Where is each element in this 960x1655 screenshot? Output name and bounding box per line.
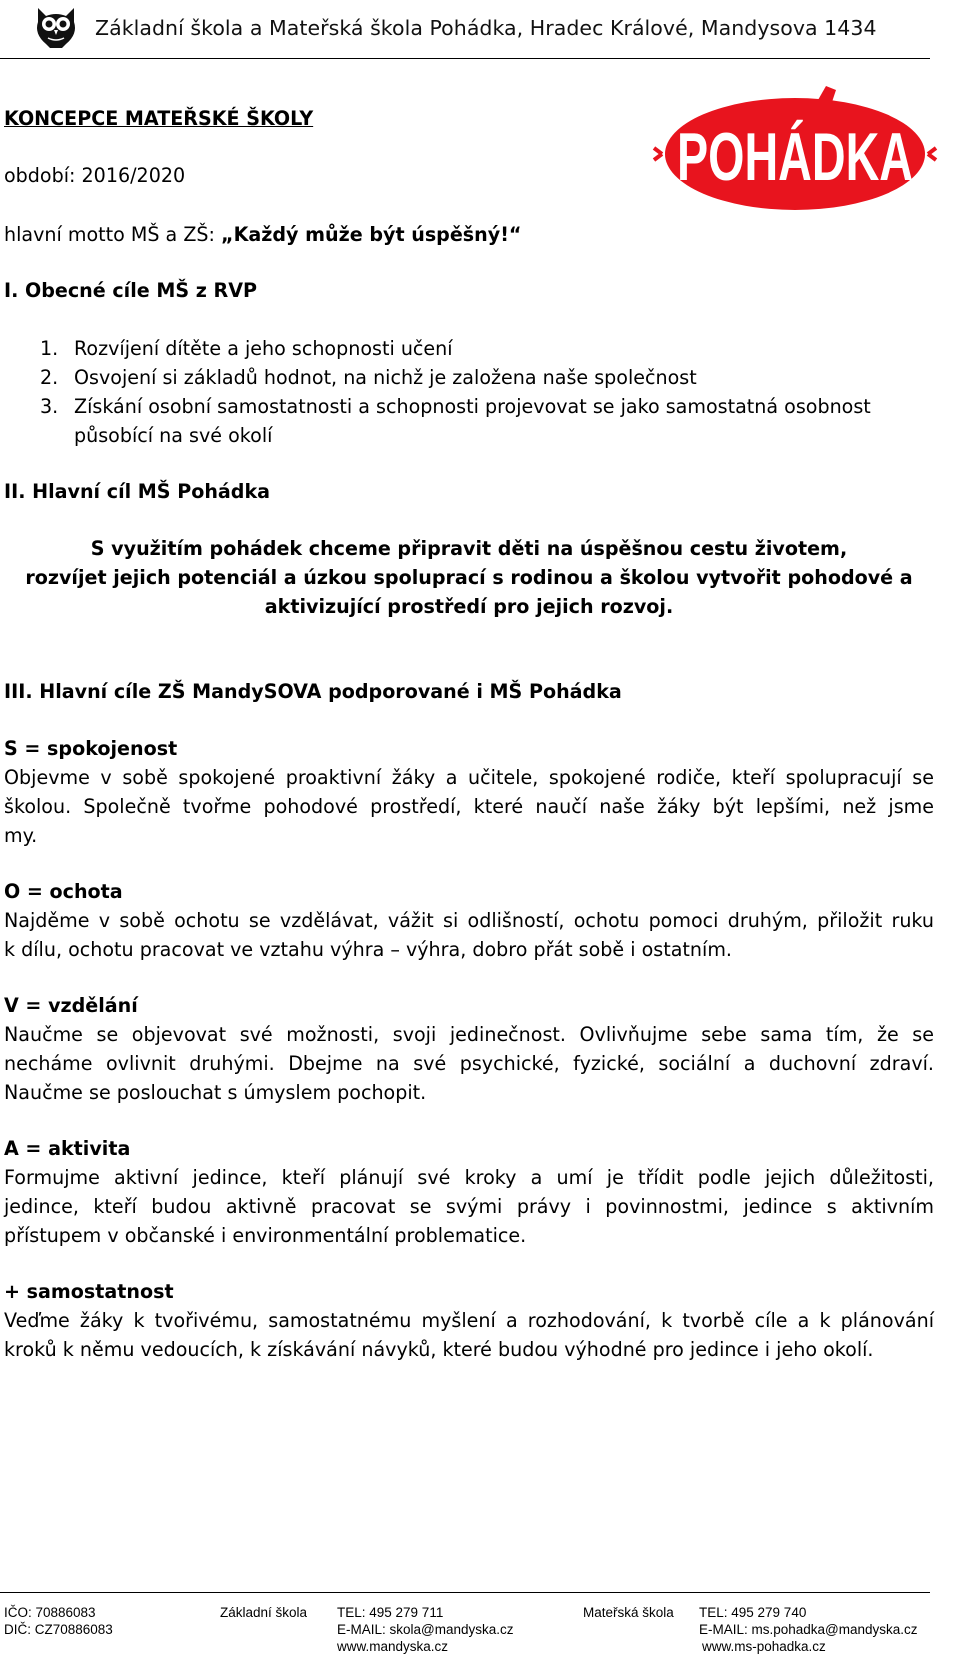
page-footer: [0, 1592, 930, 1654]
footer-dic: DIČ: CZ70886083: [4, 1622, 113, 1637]
footer-ms-tel: TEL: 495 279 740: [699, 1605, 807, 1620]
logo-text: POHÁDKA: [677, 119, 913, 195]
value-text-line: kroků k němu vedoucích, k získávání návyků, které budou výhodné pro jedince i jeho okolí.: [4, 1338, 874, 1361]
value-text-line: Najděme v sobě ochotu se vzdělávat, vážit si odlišností, ochotu pomoci druhým, přiložit ruku: [4, 909, 934, 932]
value-heading-v: V = vzdělání: [4, 994, 138, 1017]
value-text-line: my.: [4, 824, 38, 847]
goal-line: aktivizující prostředí pro jejich rozvoj.: [264, 595, 674, 618]
value-text-line: školou. Společně tvořme pohodové prostředí, které naučí naše žáky být lepšími, než jsme: [4, 795, 934, 818]
value-text-line: Formujme aktivní jedince, kteří plánují své kroky a umí je třídit podle jejich důležitosti,: [4, 1166, 934, 1189]
value-heading-samostatnost: + samostatnost: [4, 1280, 174, 1303]
goal-line: S využitím pohádek chceme připravit děti na úspěšnou cestu životem,: [90, 537, 848, 560]
list-item: 1. Rozvíjení dítěte a jeho schopnosti učení: [40, 337, 453, 360]
footer-zs-email: E-MAIL: skola@mandyska.cz: [337, 1622, 514, 1637]
value-heading-a: A = aktivita: [4, 1137, 131, 1160]
value-text-line: přístupem v občanské i environmentální problematice.: [4, 1224, 527, 1247]
footer-ms-web: www.ms-pohadka.cz: [702, 1639, 826, 1654]
motto-prefix: hlavní motto MŠ a ZŠ:: [4, 223, 222, 246]
footer-ico: IČO: 70886083: [4, 1605, 96, 1620]
list-item-continuation: působící na své okolí: [74, 424, 273, 447]
section-3-heading: III. Hlavní cíle ZŠ MandySOVA podporované i MŠ Pohádka: [4, 680, 622, 703]
page-header: [0, 0, 930, 59]
period: období: 2016/2020: [4, 164, 186, 187]
value-heading-o: O = ochota: [4, 880, 123, 903]
section-1-heading: I. Obecné cíle MŠ z RVP: [4, 279, 258, 302]
footer-zs-tel: TEL: 495 279 711: [337, 1605, 444, 1620]
motto: [4, 220, 521, 250]
value-text-line: Naučme se objevovat své možnosti, svoji jedinečnost. Ovlivňujme sebe sama tím, že se: [4, 1023, 934, 1046]
value-text-line: Veďme žáky k tvořivému, samostatnému myšlení a rozhodování, k tvorbě cíle a k plánování: [4, 1309, 934, 1332]
list-item: 3. Získání osobní samostatnosti a schopnosti projevovat se jako samostatná osobnost: [40, 395, 871, 418]
footer-zs-web: www.mandyska.cz: [337, 1639, 449, 1654]
document-title: KONCEPCE MATEŘSKÉ ŠKOLY: [4, 107, 314, 130]
value-text-line: Naučme se poslouchat s úmyslem pochopit.: [4, 1081, 427, 1104]
section-2-heading: II. Hlavní cíl MŠ Pohádka: [4, 480, 271, 503]
list-item: 2. Osvojení si základů hodnot, na nichž je založena naše společnost: [40, 366, 697, 389]
value-text-line: k dílu, ochotu pracovat ve vztahu výhra – výhra, dobro přát sobě i ostatním.: [4, 938, 732, 961]
footer-ms-label: Mateřská škola: [583, 1605, 674, 1620]
value-text-line: Objevme v sobě spokojené proaktivní žáky a učitele, spokojené rodiče, kteří spolupracují se: [4, 766, 934, 789]
footer-zs-label: Základní škola: [220, 1605, 308, 1620]
owl-logo-icon: [32, 4, 80, 50]
footer-ms-email: E-MAIL: ms.pohadka@mandyska.cz: [699, 1622, 918, 1637]
value-heading-s: S = spokojenost: [4, 737, 178, 760]
motto-quote: „Každý může být úspěšný!“: [221, 223, 522, 246]
goal-line: rozvíjet jejich potenciál a úzkou spoluprací s rodinou a školou vytvořit pohodové a: [25, 566, 913, 589]
value-text-line: necháme ovlivnit druhými. Dbejme na své psychické, fyzické, sociální a duchovní zdraví.: [4, 1052, 934, 1075]
school-header-title: Základní škola a Mateřská škola Pohádka, Hradec Králové, Mandysova 1434: [95, 16, 877, 40]
pohadka-logo: [650, 82, 940, 214]
value-text-line: jedince, kteří budou aktivně pracovat se svými právy i povinnostmi, jedince s aktivním: [4, 1195, 934, 1218]
